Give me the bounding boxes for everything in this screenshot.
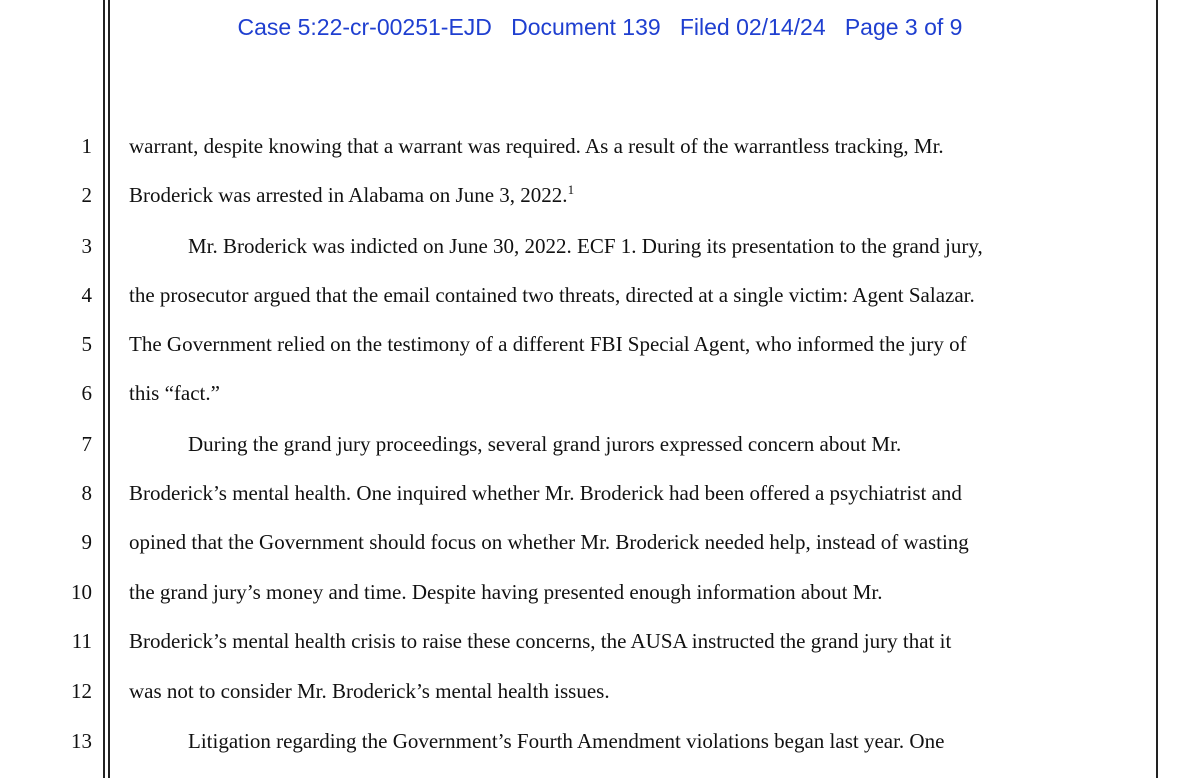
line-number: 11	[71, 629, 92, 653]
document-header	[0, 14, 1200, 41]
text-line: The Government relied on the testimony of a different FBI Special Agent, who informed the jury of	[129, 332, 967, 356]
line-number: 10	[71, 580, 92, 604]
text-line: Broderick’s mental health crisis to raise these concerns, the AUSA instructed the grand jury that it	[129, 629, 952, 653]
line-number: 8	[81, 481, 92, 505]
line-number: 4	[81, 283, 92, 307]
case-number: Case 5:22-cr-00251-EJD	[237, 14, 492, 40]
text-line: Litigation regarding the Government’s Fourth Amendment violations began last year. One	[188, 729, 945, 753]
text-line: this “fact.”	[129, 381, 220, 405]
line-number: 6	[81, 381, 92, 405]
line-number: 1	[81, 134, 92, 158]
text-line: the grand jury’s money and time. Despite having presented enough information about Mr.	[129, 580, 883, 604]
line-number: 12	[71, 679, 92, 703]
filed-date: Filed 02/14/24	[679, 14, 826, 40]
page-indicator: Page 3 of 9	[844, 14, 963, 40]
line-number: 5	[81, 332, 92, 356]
text-line: was not to consider Mr. Broderick’s mental health issues.	[129, 679, 610, 703]
text-line: the prosecutor argued that the email contained two threats, directed at a single victim: Agent Salazar.	[129, 283, 975, 307]
line-number: 9	[81, 530, 92, 554]
line-number: 13	[71, 729, 92, 753]
text-line: Broderick’s mental health. One inquired whether Mr. Broderick had been offered a psychiatrist and	[129, 481, 962, 505]
line-number: 2	[81, 183, 92, 207]
text-line	[129, 183, 1149, 208]
text-line: opined that the Government should focus on whether Mr. Broderick needed help, instead of wasting	[129, 530, 969, 554]
right-margin-rule	[1156, 0, 1158, 778]
text-line: Mr. Broderick was indicted on June 30, 2022. ECF 1. During its presentation to the grand jury,	[188, 234, 983, 258]
footnote-reference: 1	[567, 182, 575, 197]
text-line: warrant, despite knowing that a warrant was required. As a result of the warrantless tracking, Mr.	[129, 134, 944, 158]
left-margin-rule-inner	[108, 0, 110, 778]
document-number: Document 139	[511, 14, 661, 40]
line-number: 7	[81, 432, 92, 456]
line-text: Broderick was arrested in Alabama on June 3, 2022.	[129, 183, 568, 207]
text-line: During the grand jury proceedings, several grand jurors expressed concern about Mr.	[188, 432, 902, 456]
left-margin-rule-outer	[103, 0, 105, 778]
line-number: 3	[81, 234, 92, 258]
